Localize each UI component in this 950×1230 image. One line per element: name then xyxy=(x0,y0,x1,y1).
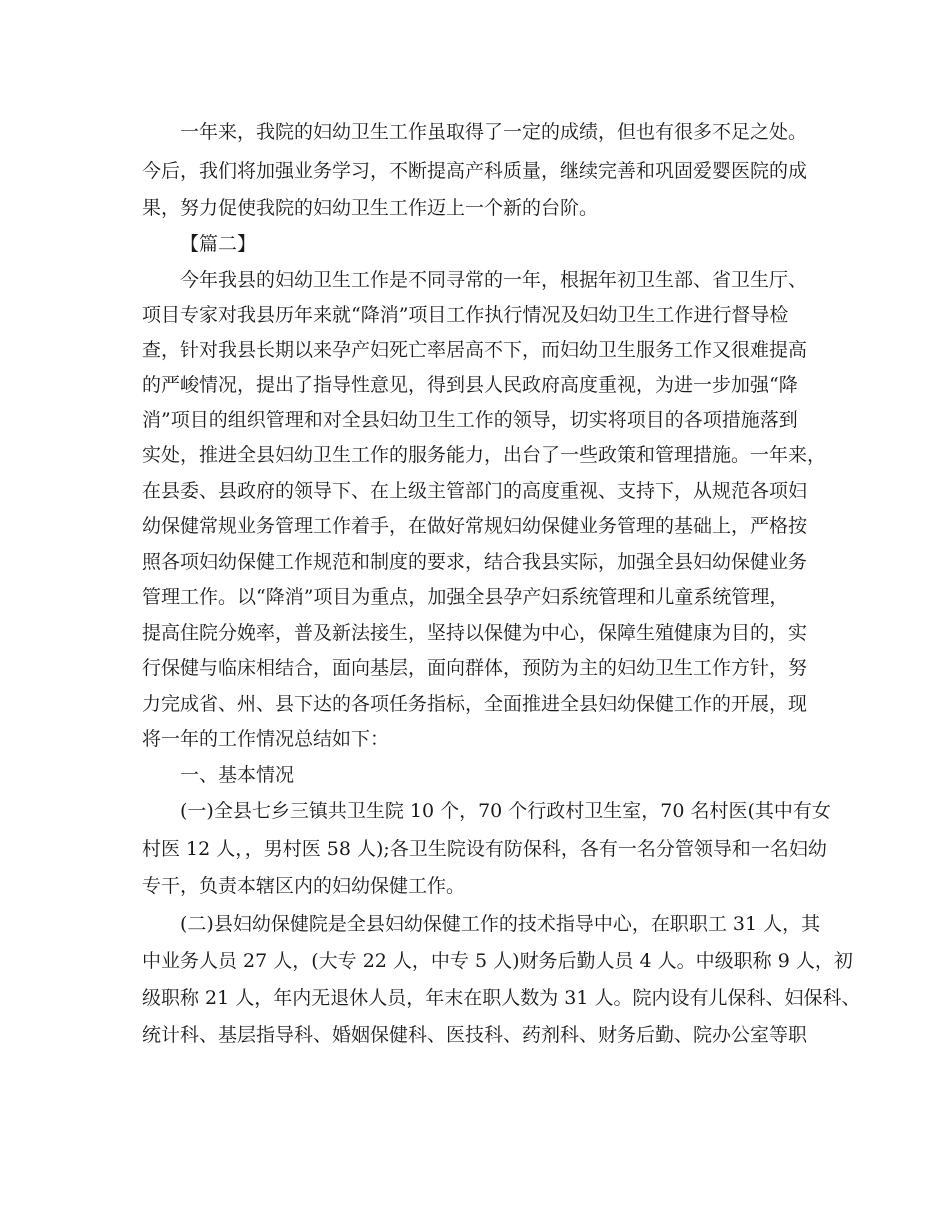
paragraph-2-line-9: 照各项妇幼保健工作规范和制度的要求，结合我县实际，加强全县妇幼保健业务 xyxy=(142,551,808,573)
item-2-line-3: 级职称 21 人，年内无退休人员，年末在职人数为 31 人。院内设有儿保科、妇保科、 xyxy=(142,987,861,1009)
paragraph-2-line-2: 项目专家对我县历年来就“降消”项目工作执行情况及妇幼卫生工作进行督导检 xyxy=(142,304,789,326)
section-heading-basic-situation: 一、基本情况 xyxy=(180,764,295,786)
paragraph-2-line-14: 将一年的工作情况总结如下： xyxy=(142,728,390,750)
paragraph-2-line-8: 幼保健常规业务管理工作着手，在做好常规妇幼保健业务管理的基础上，严格按 xyxy=(142,515,808,537)
paragraph-2-line-7: 在县委、县政府的领导下、在上级主管部门的高度重视、支持下，从规范各项妇 xyxy=(142,480,808,502)
paragraph-1-line-3: 果，努力促使我院的妇幼卫生工作迈上一个新的台阶。 xyxy=(142,197,599,219)
item-2-line-2: 中业务人员 27 人，(大专 22 人，中专 5 人)财务后勤人员 4 人。中级职称 9 人，初 xyxy=(142,950,853,972)
item-1-line-1: (一)全县七乡三镇共卫生院 10 个，70 个行政村卫生室，70 名村医(其中有女 xyxy=(180,800,831,822)
item-2-line-4: 统计科、基层指导科、婚姻保健科、医技科、药剂科、财务后勤、院办公室等职 xyxy=(142,1024,808,1046)
paragraph-2-line-5: 消”项目的组织管理和对全县妇幼卫生工作的领导，切实将项目的各项措施落到 xyxy=(142,409,798,431)
paragraph-2-line-12: 行保健与临床相结合，面向基层，面向群体，预防为主的妇幼卫生工作方针，努 xyxy=(142,657,808,679)
section-heading-part-two: 【篇二】 xyxy=(180,233,257,255)
paragraph-2-line-1: 今年我县的妇幼卫生工作是不同寻常的一年，根据年初卫生部、省卫生厅、 xyxy=(180,269,808,291)
paragraph-2-line-6: 实处，推进全县妇幼卫生工作的服务能力，出台了一些政策和管理措施。一年来， xyxy=(142,444,827,466)
paragraph-2-line-13: 力完成省、州、县下达的各项任务指标，全面推进全县妇幼保健工作的开展，现 xyxy=(142,693,808,715)
paragraph-2-line-4: 的严峻情况，提出了指导性意见，得到县人民政府高度重视，为进一步加强“降 xyxy=(142,374,798,396)
paragraph-2-line-11: 提高住院分娩率，普及新法接生，坚持以保健为中心，保障生殖健康为目的，实 xyxy=(142,622,808,644)
paragraph-1-line-1: 一年来，我院的妇幼卫生工作虽取得了一定的成绩，但也有很多不足之处。 xyxy=(180,121,808,143)
item-2-line-1: (二)县妇幼保健院是全县妇幼保健工作的技术指导中心，在职职工 31 人，其 xyxy=(180,913,821,935)
paragraph-1-line-2: 今后，我们将加强业务学习，不断提高产科质量，继续完善和巩固爱婴医院的成 xyxy=(142,160,808,182)
item-1-line-2: 村医 12 人，，男村医 58 人);各卫生院设有防保科，各有一名分管领导和一名妇幼 xyxy=(142,838,827,860)
paragraph-2-line-10: 管理工作。以“降消”项目为重点，加强全县孕产妇系统管理和儿童系统管理， xyxy=(142,586,789,608)
paragraph-2-line-3: 查，针对我县长期以来孕产妇死亡率居高不下，而妇幼卫生服务工作又很难提高 xyxy=(142,339,808,361)
item-1-line-3: 专干，负责本辖区内的妇幼保健工作。 xyxy=(142,875,466,897)
